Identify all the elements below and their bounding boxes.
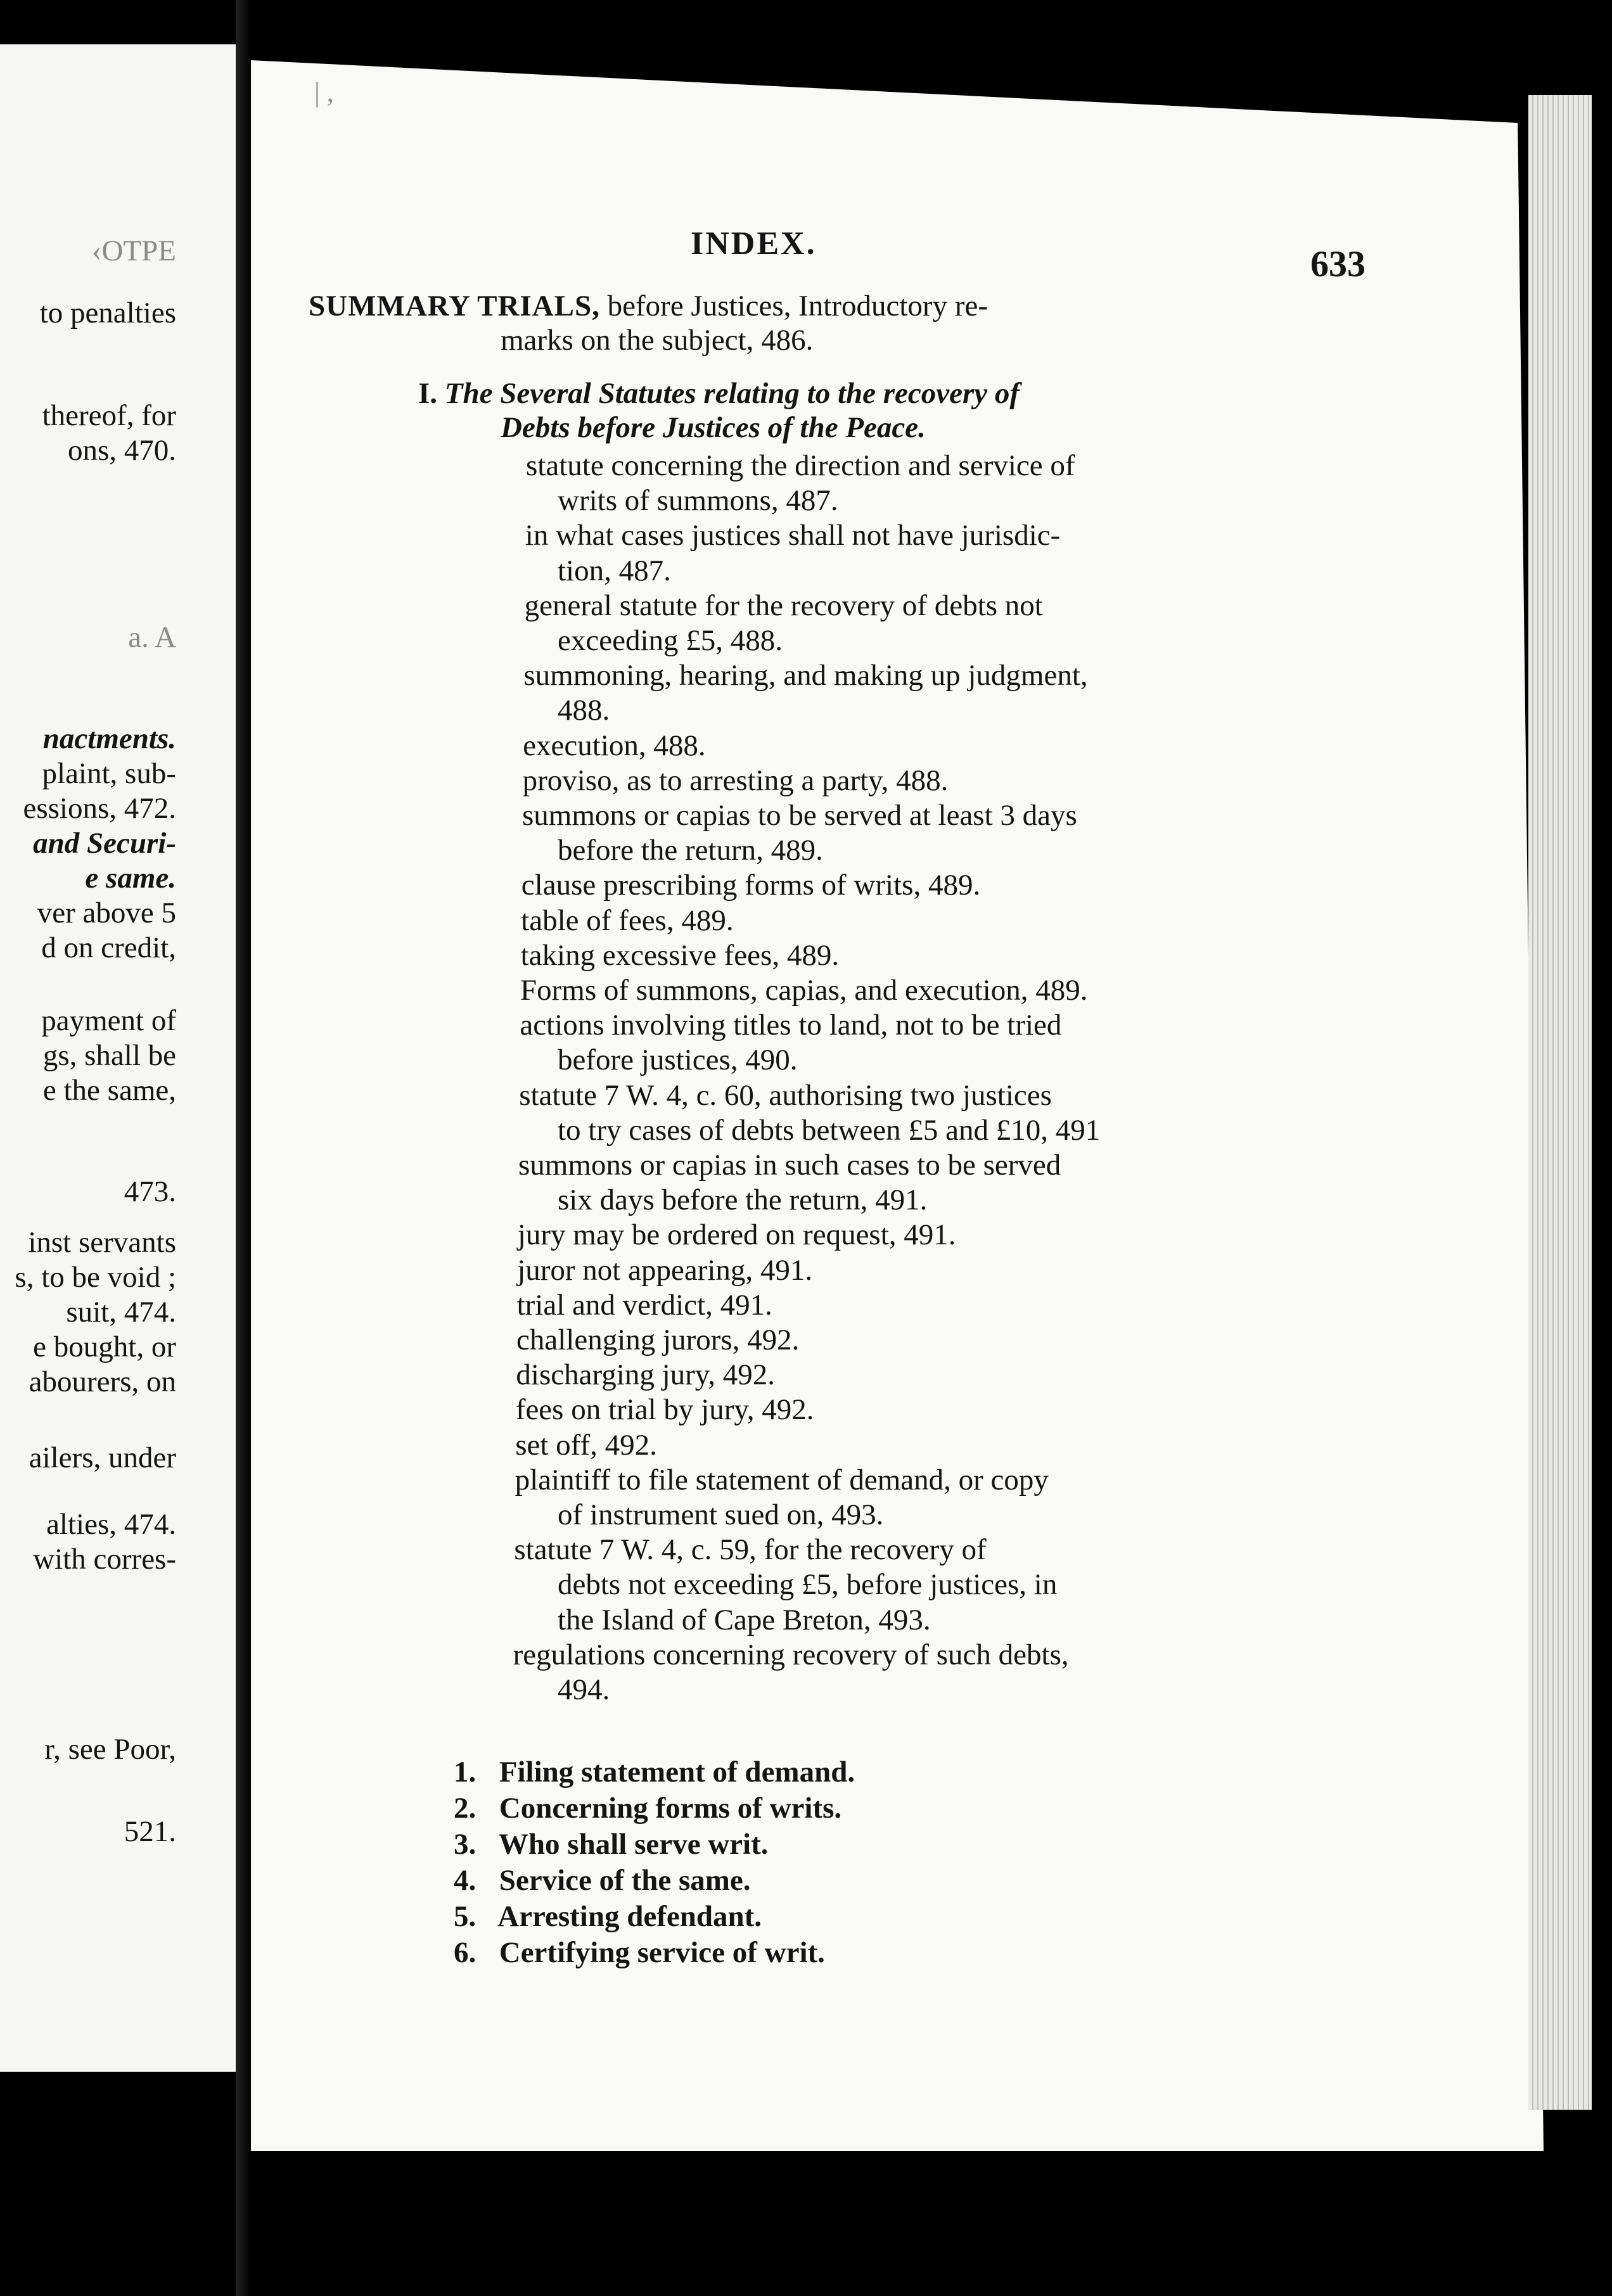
item-text: Who shall serve writ. [492,1828,769,1861]
left-line: r, see Poor, [44,1733,176,1766]
heading-term: SUMMARY TRIALS, [309,290,600,322]
entry-line: statute concerning the direction and service of [526,449,1075,482]
left-page-fragment [0,44,236,2072]
left-line: abourers, on [29,1365,176,1398]
entry-continuation: six days before the return, 491. [558,1183,928,1216]
entry-continuation: before justices, 490. [558,1043,798,1076]
numbered-item [454,1827,768,1861]
entry-continuation: tion, 487. [558,554,671,587]
left-line: e the same, [42,1074,176,1107]
item-number: 4. [454,1864,477,1897]
entry-line: proviso, as to arresting a party, 488. [522,764,949,797]
left-line: d on credit, [41,931,176,964]
entry-line: juror not appearing, 491. [517,1254,813,1287]
item-number: 1. [454,1756,477,1789]
item-text: Arresting defendant. [492,1900,762,1933]
entry-line: challenging jurors, 492. [516,1323,800,1356]
entry-line: discharging jury, 492. [516,1358,775,1391]
item-number: 5. [454,1900,477,1933]
entry-continuation: before the return, 489. [558,834,823,867]
section-title-line-2: Debts before Justices of the Peace. [501,411,926,444]
entry-line: set off, 492. [515,1429,657,1462]
page-edges [1528,95,1592,2110]
entry-line: general statute for the recovery of debts not [524,589,1043,622]
heading-text-1: before Justices, Introductory re- [607,290,988,322]
left-line: suit, 474. [66,1296,176,1329]
entry-continuation: writs of summons, 487. [558,484,838,517]
left-line: and Securi- [33,827,176,860]
left-line: ver above 5 [37,896,176,929]
entry-line: trial and verdict, 491. [516,1289,772,1322]
section-title-line-1 [418,376,1020,411]
left-line: plaint, sub- [42,757,176,790]
left-line: a. A [128,621,176,654]
left-line: ons, 470. [67,434,176,467]
entry-line: plaintiff to file statement of demand, or copy [515,1464,1049,1496]
left-line: alties, 474. [46,1508,176,1541]
item-text: Service of the same. [492,1864,751,1897]
left-line: with corres- [33,1543,176,1576]
section-title-1: The Several Statutes relating to the recovery of [444,377,1020,410]
entry-line: execution, 488. [523,729,706,762]
left-line: ‹OTPE [91,234,176,267]
entry-line: in what cases justices shall not have jurisdic- [525,519,1061,552]
numbered-item [454,1755,855,1789]
left-line: inst servants [28,1226,176,1259]
book-gutter [236,0,251,2296]
left-line: ailers, under [29,1441,176,1474]
entry-continuation: 488. [558,694,610,727]
left-line: thereof, for [42,399,176,432]
left-line: s, to be void ; [15,1261,176,1294]
entry-continuation: exceeding £5, 488. [558,624,783,657]
item-number: 3. [454,1828,477,1861]
item-text: Concerning forms of writs. [492,1792,842,1825]
numbered-item [454,1863,751,1897]
section-numeral: I. [418,377,438,410]
left-line: e same. [85,862,176,895]
item-text: Certifying service of writ. [492,1936,825,1969]
item-text: Filing statement of demand. [492,1756,855,1789]
entry-continuation: of instrument sued on, 493. [558,1498,884,1531]
entry-line: table of fees, 489. [521,904,734,937]
running-head: INDEX. [691,226,817,262]
entry-line: statute 7 W. 4, c. 60, authorising two justices [519,1079,1052,1112]
left-line: gs, shall be [42,1039,176,1072]
left-line: essions, 472. [23,792,176,825]
left-line: 473. [124,1175,176,1208]
numbered-item [454,1936,825,1970]
entry-continuation: to try cases of debts between £5 and £10, 491 [558,1114,1101,1147]
left-line: nactments. [42,722,176,755]
entry-line: clause prescribing forms of writs, 489. [521,869,981,902]
numbered-item [454,1899,762,1934]
entry-continuation: 494. [558,1673,610,1706]
entry-line: Forms of summons, capias, and execution, 489. [520,974,1088,1007]
entry-line: summoning, hearing, and making up judgment, [523,659,1088,692]
top-mark: | , [314,77,334,108]
entry-line: taking excessive fees, 489. [520,939,840,972]
left-line: e bought, or [33,1330,176,1363]
heading-line-1 [309,289,988,323]
left-line: 521. [124,1815,176,1848]
entry-continuation: the Island of Cape Breton, 493. [558,1604,931,1636]
entry-line: summons or capias to be served at least 3 days [522,799,1077,832]
heading-line-2: marks on the subject, 486. [501,324,814,357]
entry-continuation: debts not exceeding £5, before justices, in [558,1568,1058,1601]
entry-line: actions involving titles to land, not to be tried [520,1009,1062,1042]
entry-line: regulations concerning recovery of such debts, [513,1638,1069,1671]
page-number: 633 [1310,243,1366,284]
left-line: to penalties [39,297,176,329]
left-line: payment of [41,1004,176,1037]
entry-line: statute 7 W. 4, c. 59, for the recovery of [514,1533,987,1566]
entry-line: summons or capias in such cases to be served [518,1149,1061,1182]
item-number: 2. [454,1792,477,1825]
item-number: 6. [454,1936,477,1969]
entry-line: fees on trial by jury, 492. [515,1393,814,1426]
numbered-item [454,1791,841,1825]
entry-line: jury may be ordered on request, 491. [517,1218,956,1251]
